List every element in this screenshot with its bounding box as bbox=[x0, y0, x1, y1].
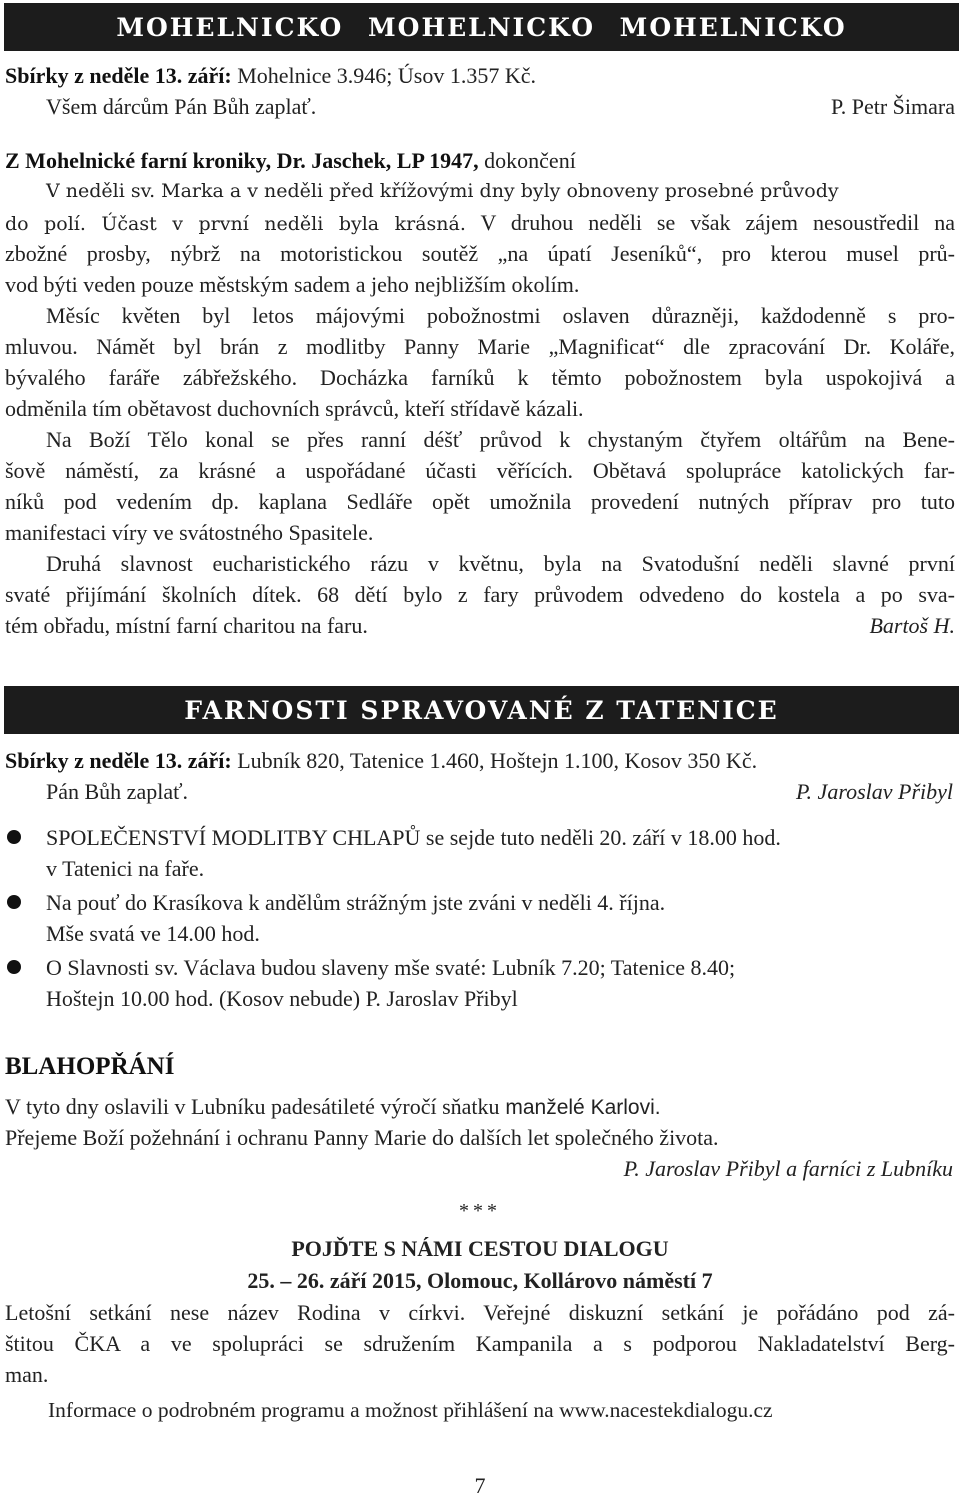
tatenice-thanks: Pán Bůh zaplať. bbox=[46, 779, 188, 804]
chronicle-line: bývalého faráře zábřežského. Docházka farníků k těmto pobožnostem byla uspokojivá a bbox=[5, 365, 955, 390]
dialog-info: Informace o podrobném programu a možnost přihlášení na www.nacestekdialogu.cz bbox=[48, 1398, 773, 1422]
page-number: 7 bbox=[474, 1473, 486, 1498]
chronicle-line: níků pod vedením dp. kaplana Sedláře opět umožnila provedení nutných příprav pro tuto bbox=[5, 489, 955, 514]
chronicle-line: Druhá slavnost eucharistického rázu v květnu, byla na Svatodušní neděli slavné první bbox=[46, 551, 955, 576]
chronicle-line: svaté přijímání školních dítek. 68 dětí bylo z fary průvodem odvedeno do kostela a po sva- bbox=[5, 582, 955, 607]
chronicle-line: odměnila tím obětavost duchovních správců, kteří střídavě kázali. bbox=[5, 396, 584, 421]
chronicle-line: do polí. Účast v první neděli byla krásná. V druhou neděli se však zájem nesoustředil na bbox=[5, 210, 955, 235]
bullet-icon bbox=[7, 830, 21, 844]
chronicle-signature: Bartoš H. bbox=[869, 613, 955, 638]
chronicle-line: šově náměstí, za krásné a uspořádané účasti věřících. Obětavá spolupráce katolických far- bbox=[5, 458, 955, 483]
announcement-line: v Tatenici na faře. bbox=[46, 856, 205, 881]
chronicle-line: vod býti veden pouze městským sadem a jeho nejbližším okolím. bbox=[5, 272, 580, 297]
announcement-line: SPOLEČENSTVÍ MODLITBY CHLAPŮ se sejde tuto neděli 20. září v 18.00 hod. bbox=[46, 825, 781, 850]
chronicle-line: manifestaci víry ve svátostného Spasitele. bbox=[5, 520, 374, 545]
dialog-line: Letošní setkání nese název Rodina v církvi. Veřejné diskuzní setkání je pořádáno pod zá- bbox=[5, 1300, 955, 1325]
tatenice-thanks-author: P. Jaroslav Přibyl bbox=[795, 779, 953, 804]
chronicle-line: Měsíc květen byl letos májovými pobožnostmi oslaven důrazněji, každodenně s pro- bbox=[46, 303, 955, 328]
announcement-line: Hoštejn 10.00 hod. (Kosov nebude) P. Jaroslav Přibyl bbox=[46, 986, 518, 1011]
blahoprani-line: V tyto dny oslavili v Lubníku padesátileté výročí sňatku manželé Karlovi. bbox=[5, 1094, 661, 1119]
separator-asterisks: *** bbox=[459, 1200, 501, 1222]
mohelnicko-thanks-author: P. Petr Šimara bbox=[830, 94, 955, 119]
mohelnicko-collections: Sbírky z neděle 13. září: Mohelnice 3.946; Úsov 1.357 Kč. bbox=[5, 63, 536, 88]
blahoprani-title: BLAHOPŘÁNÍ bbox=[5, 1053, 175, 1080]
blahoprani-line: Přejeme Boží požehnání i ochranu Panny Marie do dalších let společného života. bbox=[5, 1125, 719, 1150]
chronicle-line: zbožné prosby, nýbrž na motoristickou soutěž „na úpatí Jeseníků“, pro kterou musel prů- bbox=[5, 241, 955, 266]
blahoprani-signature: P. Jaroslav Přibyl a farníci z Lubníku bbox=[623, 1156, 953, 1181]
dialog-line: štitou ČKA a ve spolupráci se sdružením Kampanila a s podporou Nakladatelství Berg- bbox=[5, 1331, 955, 1356]
bullet-icon bbox=[7, 895, 21, 909]
chronicle-line: mluvou. Námět byl brán z modlitby Panny Marie „Magnificat“ dle zpracování Dr. Koláře, bbox=[5, 334, 955, 359]
mohelnicko-header: MOHELNICKO MOHELNICKO MOHELNICKO bbox=[4, 3, 959, 51]
announcement-line: Na pouť do Krasíkova k andělům strážným jste zváni v neděli 4. října. bbox=[46, 890, 666, 915]
mohelnicko-thanks: Všem dárcům Pán Bůh zaplať. bbox=[46, 94, 317, 119]
announcement-line: Mše svatá ve 14.00 hod. bbox=[46, 921, 260, 946]
chronicle-line: tém obřadu, místní farní charitou na faru. bbox=[5, 613, 368, 638]
chronicle-title: Z Mohelnické farní kroniky, Dr. Jaschek, LP 1947, dokončení bbox=[5, 148, 576, 173]
chronicle-line: V neděli sv. Marka a v neděli před křížovými dny byly obnoveny prosebné průvody bbox=[46, 180, 839, 202]
tatenice-header: FARNOSTI SPRAVOVANÉ Z TATENICE bbox=[4, 686, 959, 734]
dialog-line: man. bbox=[5, 1362, 49, 1387]
chronicle-line: Na Boží Tělo konal se přes ranní déšť průvod k chystaným čtyřem oltářům na Bene- bbox=[46, 427, 955, 452]
tatenice-collections: Sbírky z neděle 13. září: Lubník 820, Tatenice 1.460, Hoštejn 1.100, Kosov 350 Kč. bbox=[5, 748, 758, 773]
dialog-subtitle: 25. – 26. září 2015, Olomouc, Kollárovo náměstí 7 bbox=[247, 1268, 713, 1293]
announcement-line: O Slavnosti sv. Václava budou slaveny mše svaté: Lubník 7.20; Tatenice 8.40; bbox=[46, 955, 736, 980]
dialog-title: POJĎTE S NÁMI CESTOU DIALOGU bbox=[291, 1236, 669, 1261]
bullet-icon bbox=[7, 960, 21, 974]
